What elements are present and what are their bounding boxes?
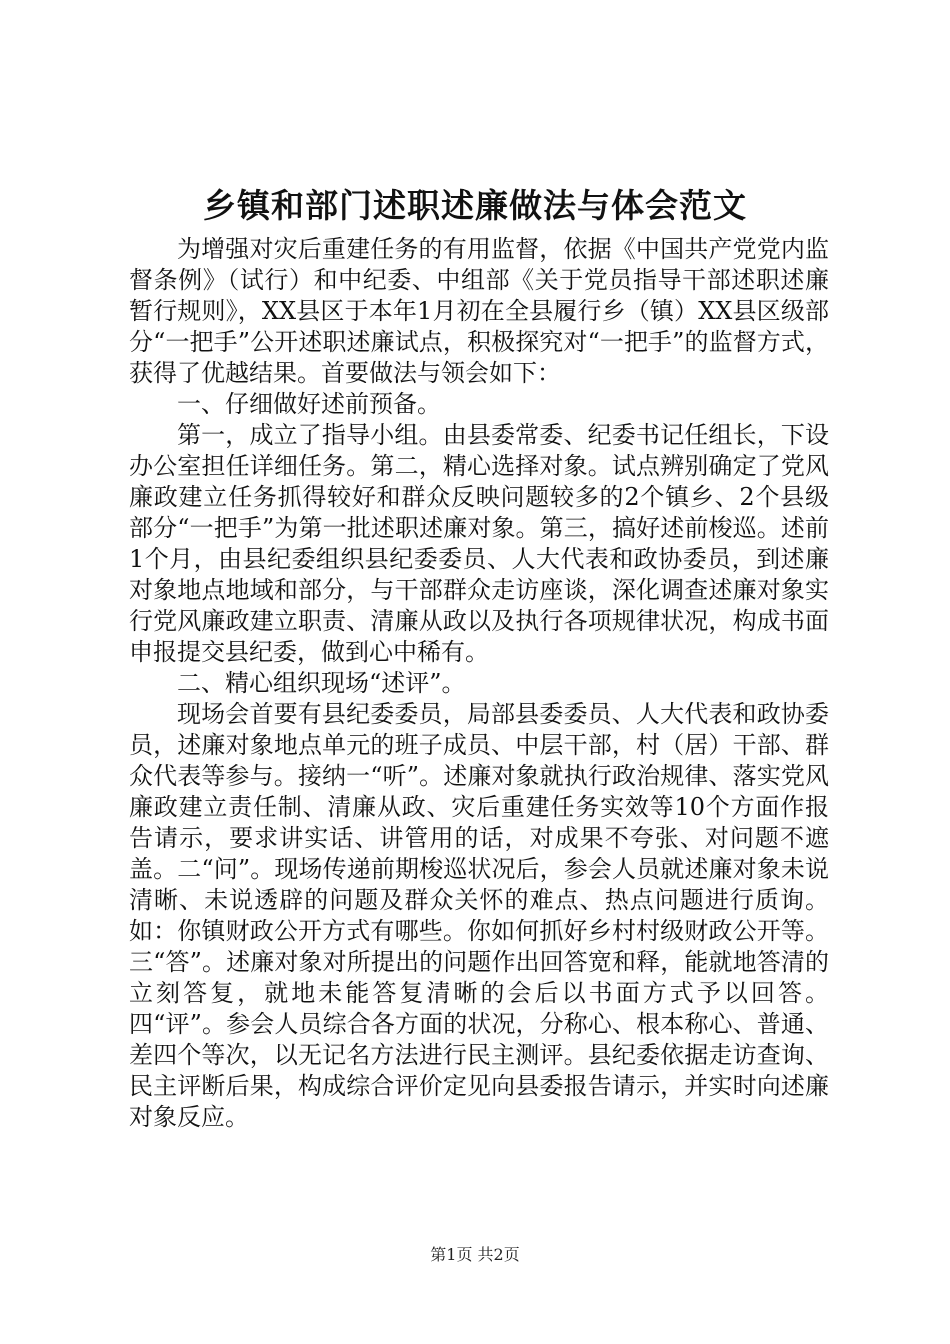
page-number-footer: 第1页 共2页 [430, 1245, 520, 1264]
paragraph-section-2: 现场会首要有县纪委委员，局部县委委员、人大代表和政协委员，述廉对象地点单元的班子成员、中层干部，村（居）干部、群众代表等参与。接纳一“听”。述廉对象就执行政治规律、落实党风廉政建立责任制、清廉从政、灾后重建任务实效等10个方面作报告请示，要求讲实话、讲管用的话，对成果不夸张、对问题不遮盖。二“问”。现场传递前期梭巡状况后，参会人员就述廉对象未说清晰、未说透辟的问题及群众关怀的难点、热点问题进行质询。如：你镇财政公开方式有哪些。你如何抓好乡村村级财政公开等。三“答”。述廉对象对所提出的问题作出回答宽和释，能就地答清的立刻答复，就地未能答复清晰的会后以书面方式予以回答。四“评”。参会人员综合各方面的状况，分称心、根本称心、普通、差四个等次，以无记名方法进行民主测评。县纪委依据走访查询、民主评断后果，构成综合评价定见向县委报告请示，并实时向述廉对象反应。 [129, 700, 829, 1131]
document-title: 乡镇和部门述职述廉做法与体会范文 [203, 186, 747, 225]
section-heading-2: 二、精心组织现场“述评”。 [177, 669, 466, 697]
paragraph-intro: 为增强对灾后重建任务的有用监督，依据《中国共产党党内监督条例》（试行）和中纪委、中组部《关于党员指导干部述职述廉暂行规则》，XX县区于本年1月初在全县履行乡（镇）XX县区级部分“一把手”公开述职述廉试点，积极探究对“一把手”的监督方式，获得了优越结果。首要做法与领会如下： [129, 235, 829, 387]
document-body [129, 234, 829, 1133]
section-heading-1: 一、仔细做好述前预备。 [177, 390, 441, 418]
paragraph-section-1: 第一，成立了指导小组。由县委常委、纪委书记任组长，下设办公室担任详细任务。第二，精心选择对象。试点辨别确定了党风廉政建立任务抓得较好和群众反映问题较多的2个镇乡、2个县级部分“一把手”为第一批述职述廉对象。第三，搞好述前梭巡。述前1个月，由县纪委组织县纪委委员、人大代表和政协委员，到述廉对象地点地域和部分，与干部群众走访座谈，深化调查述廉对象实行党风廉政建立职责、清廉从政以及执行各项规律状况，构成书面申报提交县纪委，做到心中稀有。 [129, 421, 829, 666]
